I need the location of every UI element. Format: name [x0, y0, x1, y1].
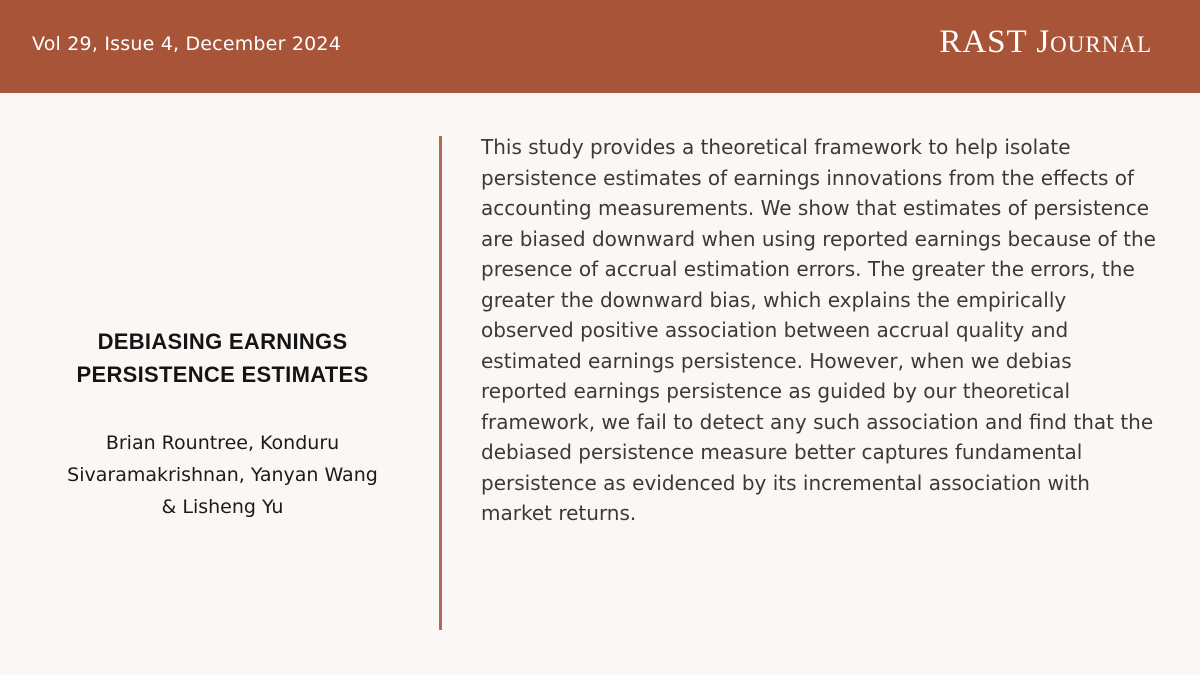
- issue-info: Vol 29, Issue 4, December 2024: [32, 33, 341, 55]
- vertical-divider: [439, 136, 442, 630]
- article-authors: Brian Rountree, Konduru Sivaramakrishnan, Yanyan Wang & Lisheng Yu: [67, 432, 378, 518]
- article-abstract: This study provides a theoretical framework to help isolate persistence estimates of earnings innovations from the effects of accounting measurements. We show that estimates of persistence are biased downward when using reported earnings because of the presence of accrual estimation errors. The greater the errors, the greater the downward bias, which explains the empirically observed positive association between accrual quality and estimated earnings persistence. However, when we debias reported earnings persistence as guided by our theoretical framework, we fail to detect any such association and find that the debiased persistence measure better captures fundamental persistence as evidenced by its incremental association with market returns.: [481, 135, 1156, 525]
- article-title-line-2: PERSISTENCE ESTIMATES: [76, 362, 369, 387]
- article-title-line-1: DEBIASING EARNINGS: [97, 329, 348, 354]
- article-info-panel: [30, 325, 415, 523]
- header-banner: [0, 0, 1200, 93]
- article-title: [30, 325, 415, 391]
- journal-name: RAST Journal: [939, 24, 1152, 60]
